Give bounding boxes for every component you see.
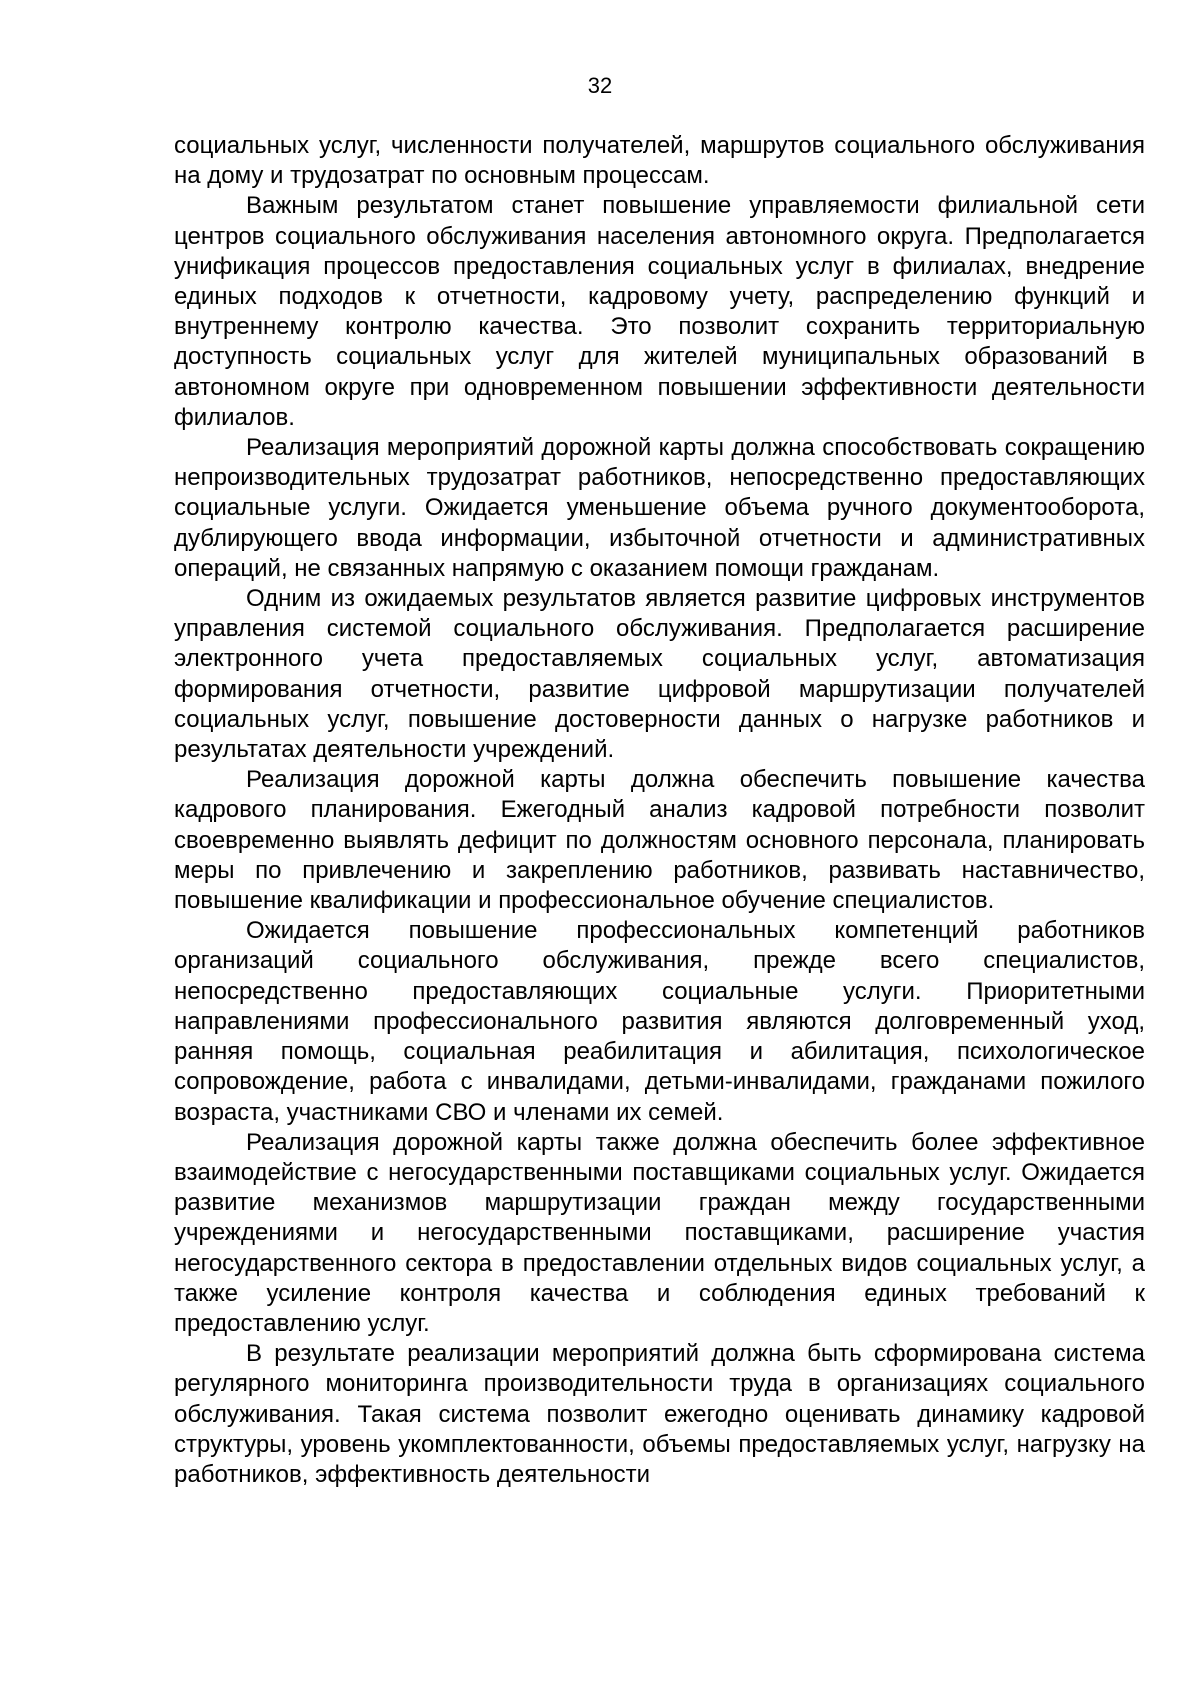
paragraph-monitoring-system: В результате реализации мероприятий должна быть сформирована система регулярного мониторинга производительности труда в организациях социального обслуживания. Такая система позволит ежегодно оценивать динамику кадровой структуры, уровень укомплектованности, объемы предоставляемых услуг, нагрузку на работников, эффективность деятельности	[174, 1340, 1145, 1488]
paragraph-competencies: Ожидается повышение профессиональных компетенций работников организаций социального обслуживания, прежде всего специалистов, непосредственно предоставляющих социальные услуги. Приоритетными направлениями профессионального развития являются долговременный уход, ранняя помощь, социальная реабилитация и абилитация, психологическое сопровождение, работа с инвалидами, детьми-инвалидами, гражданами пожилого возраста, участниками СВО и членами их семей.	[174, 917, 1145, 1126]
paragraph-nongovernment-providers: Реализация дорожной карты также должна обеспечить более эффективное взаимодействие с негосударственными поставщиками социальных услуг. Ожидается развитие механизмов маршрутизации граждан между государственными учреждениями и негосударственными поставщиками, расширение участия негосударственного сектора в предоставлении отдельных видов социальных услуг, а также усиление контроля качества и соблюдения единых требований к предоставлению услуг.	[174, 1128, 1145, 1337]
document-body	[174, 131, 1145, 1490]
paragraph-digital-tools: Одним из ожидаемых результатов является развитие цифровых инструментов управления системой социального обслуживания. Предполагается расширение электронного учета предоставляемых социальных услуг, автоматизация формирования отчетности, развитие цифровой маршрутизации получателей социальных услуг, повышение достоверности данных о нагрузке работников и результатах деятельности учреждений.	[174, 585, 1145, 764]
paragraph-labor-costs: Реализация мероприятий дорожной карты должна способствовать сокращению непроизводительных трудозатрат работников, непосредственно предоставляющих социальные услуги. Ожидается уменьшение объема ручного документооборота, дублирующего ввода информации, избыточной отчетности и административных операций, не связанных напрямую с оказанием помощи гражданам.	[174, 434, 1145, 582]
paragraph-branch-network: Важным результатом станет повышение управляемости филиальной сети центров социального обслуживания населения автономного округа. Предполагается унификация процессов предоставления социальных услуг в филиалах, внедрение единых подходов к отчетности, кадровому учету, распределению функций и внутреннему контролю качества. Это позволит сохранить территориальную доступность социальных услуг для жителей муниципальных образований в автономном округе при одновременном повышении эффективности деятельности филиалов.	[174, 192, 1145, 431]
page-number: 32	[587, 73, 613, 98]
paragraph-continuation: социальных услуг, численности получателей, маршрутов социального обслуживания на дому и трудозатрат по основным процессам.	[174, 132, 1145, 190]
paragraph-staff-planning: Реализация дорожной карты должна обеспечить повышение качества кадрового планирования. Ежегодный анализ кадровой потребности позволит своевременно выявлять дефицит по должностям основного персонала, планировать меры по привлечению и закреплению работников, развивать наставничество, повышение квалификации и профессиональное обучение специалистов.	[174, 766, 1145, 915]
